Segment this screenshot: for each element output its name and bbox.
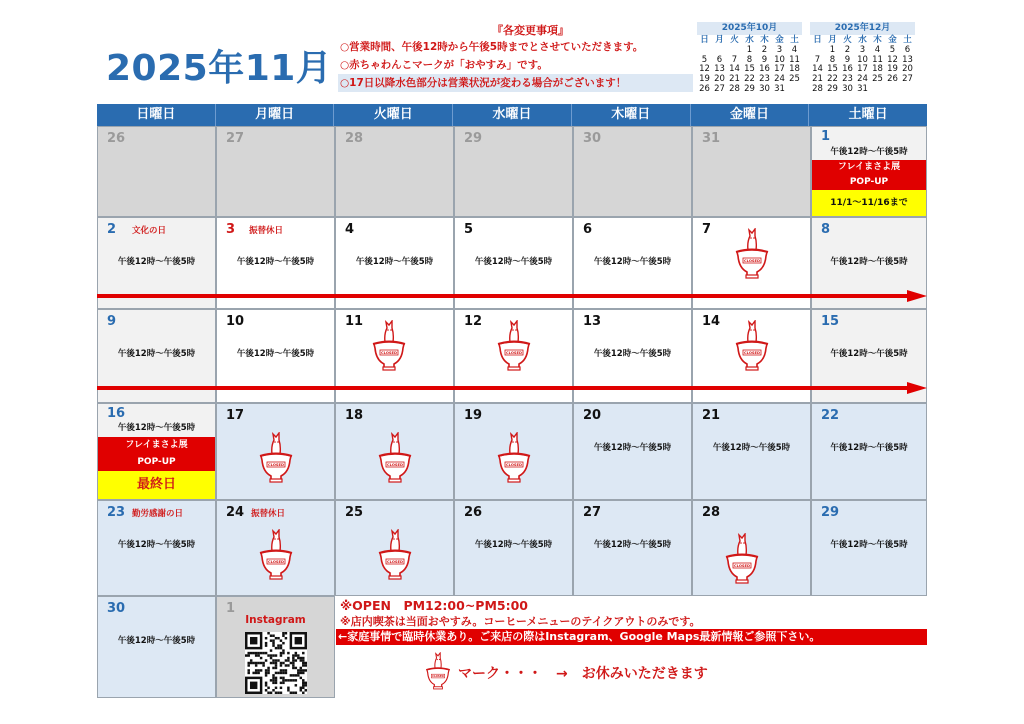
- change-notices: [338, 22, 693, 92]
- mini-day: 29: [827, 83, 838, 94]
- mini-day: 28: [729, 83, 740, 94]
- day-cell-nov25: [335, 500, 454, 596]
- closed-dog-bowl-icon: [376, 432, 414, 486]
- popup-event-banner: [812, 160, 926, 190]
- day-number: 8: [821, 222, 831, 237]
- mini-weekday: 水: [745, 35, 754, 45]
- day-cell-nov26: [454, 500, 573, 596]
- day-cell-nov16: [97, 403, 216, 500]
- notices-heading: 『各変更事項』: [492, 24, 569, 37]
- mini-day: [870, 85, 885, 95]
- mini-weekday: 火: [730, 35, 739, 45]
- business-hours: 午後12時～午後5時: [830, 349, 908, 359]
- day-number: 30: [583, 131, 602, 146]
- mini-calendar-grid: [697, 36, 802, 95]
- weekday-wed: 水曜日: [453, 104, 572, 126]
- mini-day: 28: [812, 83, 823, 94]
- mini-day: 18: [789, 64, 800, 75]
- business-hours: 午後12時～午後5時: [830, 443, 908, 453]
- day-number: 23: [107, 505, 126, 520]
- mini-day: 9: [761, 54, 768, 65]
- day-number: 30: [107, 601, 126, 616]
- mini-day: 29: [744, 83, 755, 94]
- day-cell-nov24: [216, 500, 335, 596]
- mini-day: 4: [874, 44, 881, 55]
- day-cell-oct31: [692, 126, 811, 217]
- day-number: 31: [702, 131, 721, 146]
- day-cell-nov22: [811, 403, 927, 500]
- month-calendar: [97, 104, 927, 698]
- mini-day: 6: [716, 54, 723, 65]
- continuation-arrow: [97, 382, 927, 394]
- closed-dog-bowl-icon: [733, 320, 771, 374]
- mini-day: 19: [887, 64, 898, 75]
- popup-event-type: POP-UP: [849, 177, 889, 187]
- mini-day: 5: [889, 44, 896, 55]
- day-number: 19: [464, 408, 483, 423]
- mini-day: 31: [857, 83, 868, 94]
- day-number: 1: [226, 601, 236, 616]
- mini-day: 13: [902, 54, 913, 65]
- mini-day: 4: [791, 44, 798, 55]
- mini-day: 20: [714, 74, 725, 85]
- day-cell-oct28: [335, 126, 454, 217]
- popup-event-period: 11/1～11/16まで: [812, 190, 926, 216]
- day-number: 28: [345, 131, 364, 146]
- mini-day: 11: [872, 54, 883, 65]
- day-cell-nov29: [811, 500, 927, 596]
- mini-weekday: 木: [760, 35, 769, 45]
- mini-day: 10: [857, 54, 868, 65]
- closed-dog-bowl-icon: [376, 529, 414, 583]
- day-cell-nov19: [454, 403, 573, 500]
- continuation-arrow: [97, 290, 927, 302]
- day-cell-nov30: [97, 596, 216, 698]
- mini-day: [787, 85, 802, 95]
- day-cell-nov20: [573, 403, 692, 500]
- business-hours: 午後12時～午後5時: [236, 349, 315, 359]
- mini-day: 17: [774, 64, 785, 75]
- business-hours: 午後12時～午後5時: [117, 423, 196, 433]
- closed-mark-legend: [424, 652, 844, 692]
- popup-event-name: フレイまさよ展: [837, 162, 901, 172]
- weekday-mon: 月曜日: [216, 104, 335, 126]
- mini-weekday: 金: [888, 35, 897, 45]
- business-hours: 午後12時～午後5時: [830, 540, 908, 550]
- day-number: 5: [464, 222, 474, 237]
- weekday-sat: 土曜日: [848, 107, 888, 122]
- mini-day: 20: [902, 64, 913, 75]
- closed-dog-bowl-icon: [723, 533, 761, 587]
- day-cell-nov17: [216, 403, 335, 500]
- mini-day: 25: [872, 74, 883, 85]
- mini-day: 14: [729, 64, 740, 75]
- day-number: 2: [107, 222, 117, 237]
- mini-day: 21: [729, 74, 740, 85]
- mini-day: 19: [699, 74, 710, 85]
- mini-day: 30: [842, 83, 853, 94]
- mini-weekday: 木: [873, 35, 882, 45]
- mini-calendar-october: [697, 22, 802, 95]
- mini-day: 18: [872, 64, 883, 75]
- mini-day: 27: [902, 74, 913, 85]
- mini-day: 8: [829, 54, 836, 65]
- day-cell-nov1: [811, 126, 927, 217]
- day-number: 18: [345, 408, 364, 423]
- mini-day: 31: [774, 83, 785, 94]
- instagram-label: Instagram: [245, 614, 306, 626]
- legend-text: マーク・・・ → お休みいただきます: [458, 666, 708, 682]
- business-hours: 午後12時～午後5時: [830, 257, 908, 267]
- notice-closed-mark: ○赤ちゃわんこマークが「おやすみ」です。: [340, 59, 548, 71]
- weekday-header-row: [97, 104, 927, 126]
- day-cell-oct27: [216, 126, 335, 217]
- page-title: 2025年11月: [106, 48, 333, 89]
- weekday-fri: 金曜日: [691, 104, 810, 126]
- mini-day: [885, 85, 900, 95]
- day-number: 20: [583, 408, 602, 423]
- business-hours: 午後12時～午後5時: [474, 257, 553, 267]
- mini-day: 15: [744, 64, 755, 75]
- instagram-qr-code[interactable]: [245, 632, 307, 694]
- closed-dog-bowl-icon: [495, 320, 533, 374]
- day-number: 24: [226, 505, 245, 520]
- day-number: 13: [583, 314, 602, 329]
- footer-notes: [336, 594, 927, 698]
- day-number: 16: [107, 406, 126, 421]
- mini-day: 16: [759, 64, 770, 75]
- closed-dog-bowl-icon: [257, 529, 295, 583]
- popup-event-banner: [98, 437, 215, 471]
- day-cell-nov28: [692, 500, 811, 596]
- day-cell-oct26: [97, 126, 216, 217]
- mini-weekday: 日: [700, 35, 709, 45]
- mini-weekday: 月: [715, 35, 724, 45]
- popup-event-type: POP-UP: [137, 457, 176, 467]
- day-number: 12: [464, 314, 483, 329]
- mini-calendar-title: 2025年12月: [810, 22, 915, 35]
- mini-day: 26: [699, 83, 710, 94]
- mini-weekday: 月: [828, 35, 837, 45]
- closed-dog-bowl-icon: [424, 652, 452, 692]
- cafe-note: ※店内喫茶は当面おやすみ。コーヒーメニューのテイクアウトのみです。: [340, 615, 701, 628]
- mini-day: 26: [887, 74, 898, 85]
- mini-calendar-title: 2025年10月: [697, 22, 802, 35]
- day-number: 11: [345, 314, 364, 329]
- mini-day: 21: [812, 74, 823, 85]
- day-number: 22: [821, 408, 840, 423]
- temporary-closure-note: ←家庭事情で臨時休業あり。ご来店の際はInstagram、Google Maps最新情報ご参照下さい。: [336, 629, 927, 645]
- day-number: 1: [821, 129, 831, 144]
- business-hours: 午後12時～午後5時: [355, 257, 434, 267]
- day-cell-oct30: [573, 126, 692, 217]
- day-cell-dec1: [216, 596, 335, 698]
- day-cell-nov23: [97, 500, 216, 596]
- day-number: 26: [464, 505, 483, 520]
- holiday-label: 振替休日: [251, 509, 286, 519]
- business-hours: 午後12時～午後5時: [117, 349, 196, 359]
- business-hours: 午後12時～午後5時: [117, 257, 196, 267]
- mini-weekday: 土: [790, 35, 799, 45]
- business-hours: 午後12時～午後5時: [474, 540, 553, 550]
- mini-day: 24: [774, 74, 785, 85]
- holiday-label: 文化の日: [132, 226, 167, 236]
- closed-dog-bowl-icon: [257, 432, 295, 486]
- mini-day: 24: [857, 74, 868, 85]
- day-number: 28: [702, 505, 721, 520]
- mini-day: 23: [842, 74, 853, 85]
- business-hours: 午後12時～午後5時: [593, 443, 672, 453]
- business-hours: 午後12時～午後5時: [117, 636, 196, 646]
- weekday-thu: 木曜日: [572, 104, 691, 126]
- mini-day: 2: [844, 44, 851, 55]
- mini-day: 22: [744, 74, 755, 85]
- mini-day: 1: [746, 44, 753, 55]
- mini-weekday: 火: [843, 35, 852, 45]
- business-hours: 午後12時～午後5時: [830, 147, 908, 157]
- mini-day: 3: [859, 44, 866, 55]
- holiday-label: 振替休日: [249, 226, 284, 236]
- mini-day: [900, 85, 915, 95]
- mini-day: 12: [887, 54, 898, 65]
- mini-day: 25: [789, 74, 800, 85]
- mini-calendar-grid: [810, 36, 915, 95]
- holiday-label: 勤労感謝の日: [132, 509, 184, 519]
- popup-last-day: 最終日: [98, 471, 215, 499]
- day-number: 15: [821, 314, 840, 329]
- day-number: 17: [226, 408, 245, 423]
- mini-day: 6: [904, 44, 911, 55]
- day-cell-nov27: [573, 500, 692, 596]
- mini-day: 7: [814, 54, 821, 65]
- mini-day: 1: [829, 44, 836, 55]
- mini-calendar-december: [810, 22, 915, 95]
- mini-day: 10: [774, 54, 785, 65]
- day-cell-nov18: [335, 403, 454, 500]
- mini-day: 15: [827, 64, 838, 75]
- mini-weekday: 金: [775, 35, 784, 45]
- day-number: 27: [583, 505, 602, 520]
- notice-hours: ○営業時間、午後12時から午後5時までとさせていただきます。: [340, 41, 644, 53]
- business-hours: 午後12時～午後5時: [593, 349, 672, 359]
- mini-day: 17: [857, 64, 868, 75]
- popup-event-name: フレイまさよ展: [125, 440, 188, 450]
- day-number: 7: [702, 222, 712, 237]
- day-number: 21: [702, 408, 721, 423]
- closed-dog-bowl-icon: [733, 228, 771, 282]
- open-hours-note: ※OPEN PM12:00~PM5:00: [340, 598, 528, 613]
- mini-day: 3: [776, 44, 783, 55]
- day-number: 27: [226, 131, 245, 146]
- business-hours: 午後12時～午後5時: [236, 257, 315, 267]
- business-hours: 午後12時～午後5時: [593, 540, 672, 550]
- day-number: 26: [107, 131, 126, 146]
- mini-day: 2: [761, 44, 768, 55]
- day-number: 6: [583, 222, 593, 237]
- mini-day: 22: [827, 74, 838, 85]
- closed-dog-bowl-icon: [495, 432, 533, 486]
- mini-day: 7: [731, 54, 738, 65]
- mini-day: 5: [701, 54, 708, 65]
- mini-day: 13: [714, 64, 725, 75]
- day-number: 4: [345, 222, 355, 237]
- closed-dog-bowl-icon: [370, 320, 408, 374]
- day-cell-oct29: [454, 126, 573, 217]
- mini-day: 9: [844, 54, 851, 65]
- mini-day: 12: [699, 64, 710, 75]
- day-number: 3: [226, 222, 236, 237]
- day-number: 10: [226, 314, 245, 329]
- mini-weekday: 水: [858, 35, 867, 45]
- mini-day: 27: [714, 83, 725, 94]
- business-hours: 午後12時～午後5時: [593, 257, 672, 267]
- day-cell-nov21: [692, 403, 811, 500]
- mini-day: 11: [789, 54, 800, 65]
- day-number: 29: [464, 131, 483, 146]
- day-number: 14: [702, 314, 721, 329]
- weekday-tue: 火曜日: [334, 104, 453, 126]
- mini-day: 16: [842, 64, 853, 75]
- day-number: 29: [821, 505, 840, 520]
- day-number: 25: [345, 505, 364, 520]
- mini-day: 8: [746, 54, 753, 65]
- notice-blue-area: ○17日以降水色部分は営業状況が変わる場合がございます！: [338, 74, 693, 92]
- business-hours: 午後12時～午後5時: [117, 540, 196, 550]
- mini-day: 23: [759, 74, 770, 85]
- day-number: 9: [107, 314, 117, 329]
- mini-weekday: 土: [903, 35, 912, 45]
- weekday-sun: 日曜日: [97, 104, 216, 126]
- business-hours: 午後12時～午後5時: [712, 443, 791, 453]
- mini-day: 30: [759, 83, 770, 94]
- mini-day: 14: [812, 64, 823, 75]
- mini-weekday: 日: [813, 35, 822, 45]
